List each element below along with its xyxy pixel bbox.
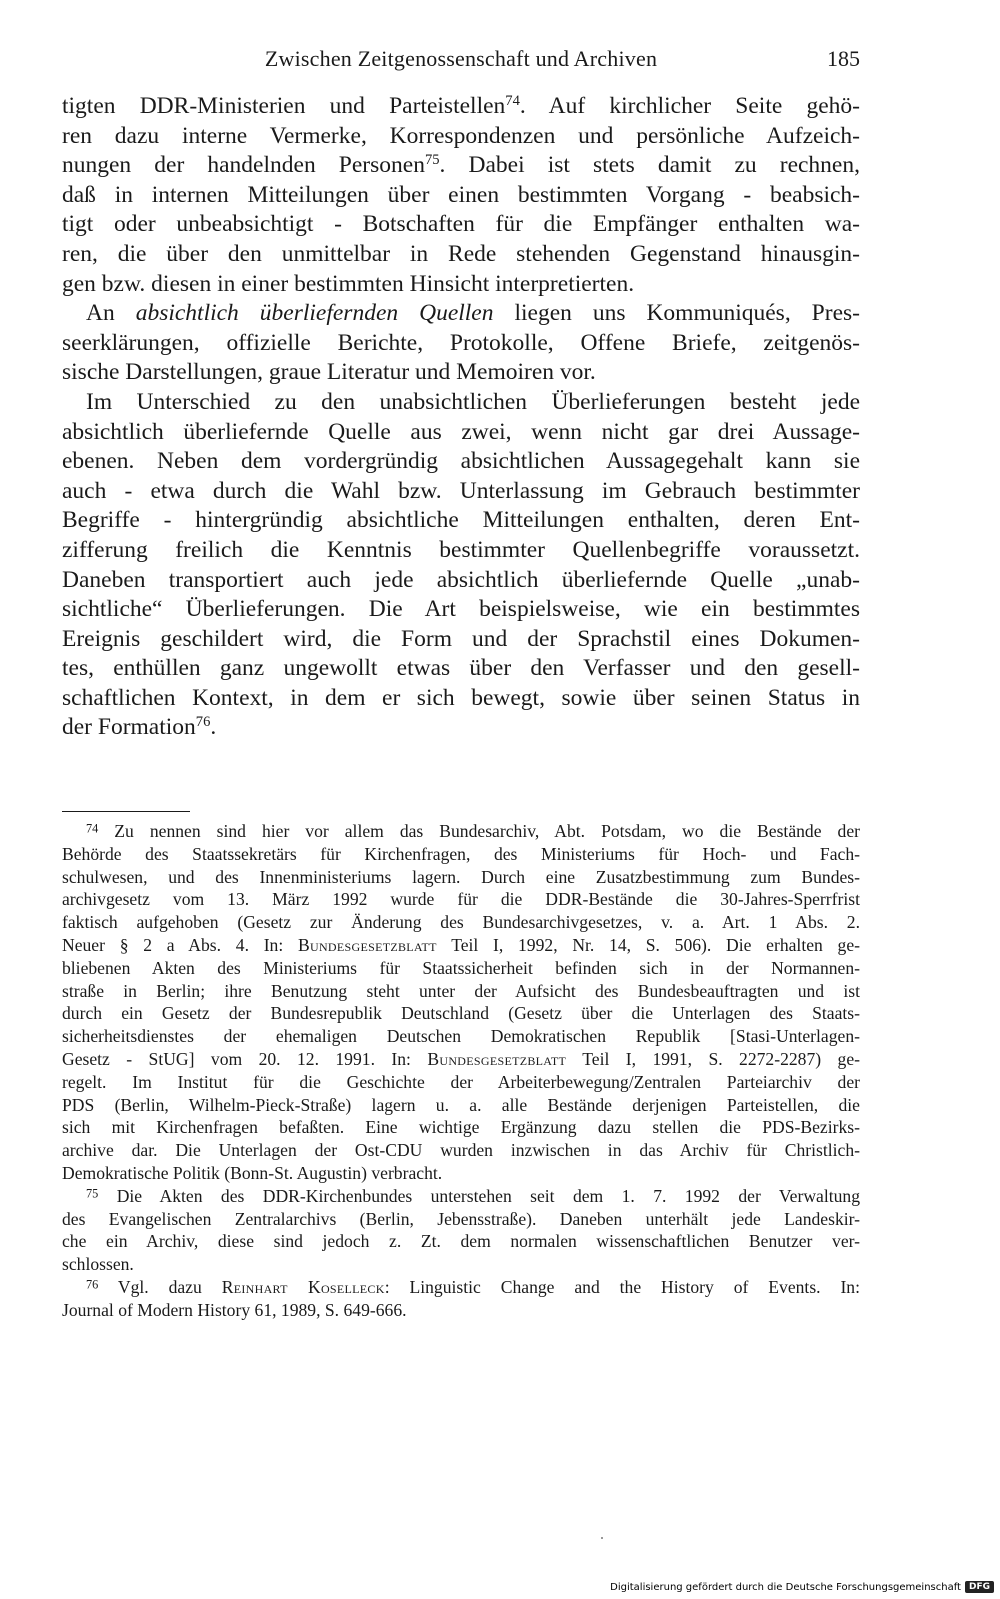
footnote-reference: 74 (505, 93, 520, 109)
footnote-line: sicherheitsdienstes der ehemaligen Deutschen Demokratischen Republik [Stasi-Unterlagen- (62, 1026, 860, 1047)
footnote-reference: 75 (424, 152, 440, 169)
small-caps-name: Reinhart Koselleck (221, 1276, 385, 1297)
footnote-line: bliebenen Akten des Ministeriums für Staatssicherheit befinden sich in der Normannen- (62, 957, 860, 978)
dfg-logo: DFG (965, 1581, 994, 1593)
footnote-number: 76 (86, 1277, 99, 1292)
footnote-line: archive dar. Die Unterlagen der Ost-CDU wurden inzwischen in das Archiv für Christlich- (62, 1140, 860, 1161)
footnote-line: sich mit Kirchenfragen befaßten. Eine wichtige Ergänzung dazu stellen die PDS-Bezirks- (62, 1117, 860, 1138)
footnote-number: 74 (86, 821, 99, 836)
small-caps-name: Bundesgesetzblatt (297, 934, 437, 955)
body-line: gen bzw. diesen in einer bestimmten Hinsicht interpretierten. (62, 270, 635, 297)
digitization-footer (610, 1581, 994, 1593)
small-caps-name: Bundesgesetzblatt (427, 1048, 567, 1069)
footnote-line: Demokratische Politik (Bonn-St. Augustin) verbracht. (62, 1162, 443, 1183)
body-line: nungen der handelnden Personen$^{75}$. Dabei ist stets damit zu rechnen, (62, 152, 860, 179)
footnote-line: Neuer § 2 a Abs. 4. In: Bundesgesetzblatt Teil I, 1992, Nr. 14, S. 506). Die erhalten ge- (62, 934, 861, 955)
running-title: Zwischen Zeitgenossenschaft und Archiven (264, 46, 658, 71)
body-text (62, 92, 860, 743)
body-line: An absichtlich überliefernden Quellen liegen uns Kommuniqués, Pres- (86, 300, 860, 327)
body-line: zifferung freilich die Kenntnis bestimmter Quellenbegriffe voraussetzt. (62, 536, 860, 563)
body-line: absichtlich überliefernde Quelle aus zwei, wenn nicht gar drei Aussage- (62, 418, 860, 445)
footnote-reference: 76 (195, 714, 211, 731)
footnote-line: des Evangelischen Zentralarchivs (Berlin, Jebensstraße). Daneben unterhält jede Landeskir- (62, 1208, 860, 1229)
body-line: ren dazu interne Vermerke, Korrespondenzen und persönliche Aufzeich- (62, 122, 860, 149)
scan-speck (601, 1537, 603, 1539)
footnote-line: durch ein Gesetz der Bundesrepublik Deutschland (Gesetz über die Unterlagen des Staats- (62, 1003, 860, 1024)
footnote-line: Behörde des Staatssekretärs für Kirchenfragen, des Ministeriums für Hoch- und Fach- (62, 843, 860, 864)
body-line: seerklärungen, offizielle Berichte, Protokolle, Offene Briefe, zeitgenös- (62, 329, 860, 356)
footnote-line: $^{76}$ Vgl. dazu Reinhart Koselleck: Linguistic Change and the History of Events. In: (86, 1276, 860, 1297)
footnote-line: faktisch aufgehoben (Gesetz zur Änderung des Bundesarchivgesetzes, v. a. Art. 1 Abs. 2. (62, 912, 860, 933)
body-line: tigt oder unbeabsichtigt - Botschaften für die Empfänger enthalten wa- (62, 211, 860, 238)
footnote-line: Journal of Modern History 61, 1989, S. 649-666. (62, 1299, 407, 1320)
footnotes (62, 820, 860, 1322)
footnote-number: 75 (86, 1186, 99, 1201)
body-line: Daneben transportiert auch jede absichtlich überliefernde Quelle „unab- (62, 566, 860, 593)
body-line: sische Darstellungen, graue Literatur und Memoiren vor. (62, 359, 596, 386)
body-line: ren, die über den unmittelbar in Rede stehenden Gegenstand hinausgin- (62, 240, 860, 267)
body-line: schaftlichen Kontext, in dem er sich bewegt, sowie über seinen Status in (62, 684, 860, 711)
footnote-line: archivgesetz vom 13. März 1992 wurde für die DDR-Bestände die 30-Jahres-Sperrfrist (62, 889, 860, 910)
body-line: ebenen. Neben dem vordergründig absichtlichen Aussagegehalt kann sie (62, 448, 860, 475)
body-line: tes, enthüllen ganz ungewollt etwas über den Verfasser und den gesell- (62, 655, 860, 682)
footnote-line: $^{75}$ Die Akten des DDR-Kirchenbundes unterstehen seit dem 1. 7. 1992 der Verwaltung (86, 1185, 860, 1206)
body-line: Ereignis geschildert wird, die Form und der Sprachstil eines Dokumen- (62, 625, 860, 652)
body-line: sichtliche“ Überlieferungen. Die Art beispielsweise, wie ein bestimmtes (62, 596, 860, 623)
footnote-line: Gesetz - StUG] vom 20. 12. 1991. In: Bundesgesetzblatt Teil I, 1991, S. 2272-2287) ge- (62, 1048, 860, 1069)
running-head (62, 46, 860, 74)
footnote-line: straße in Berlin; ihre Benutzung steht unter der Aufsicht des Bundesbeauftragten und ist (62, 980, 860, 1001)
footnote-line: schlossen. (62, 1254, 134, 1275)
body-line: der Formation$^{76}$. (62, 714, 217, 741)
footnote-line: PDS (Berlin, Wilhelm-Pieck-Straße) lagern u. a. alle Bestände derjenigen Parteistellen, die (62, 1094, 860, 1115)
body-line: Begriffe - hintergründig absichtliche Mitteilungen enthalten, deren Ent- (62, 507, 860, 534)
footnote-rule (62, 811, 190, 812)
body-line: Im Unterschied zu den unabsichtlichen Überlieferungen besteht jede (86, 388, 860, 415)
page-number: 185 (827, 46, 860, 71)
footnote-line: che ein Archiv, diese sind jedoch z. Zt. dem normalen wissenschaftlichen Benutzer ver- (62, 1231, 860, 1252)
footnote-line: regelt. Im Institut für die Geschichte der Arbeiterbewegung/Zentralen Parteiarchiv der (62, 1071, 860, 1092)
body-line: tigten DDR-Ministerien und Parteistellen$^{74}$. Auf kirchlicher Seite gehö- (62, 93, 860, 119)
body-line: daß in internen Mitteilungen über einen bestimmten Vorgang - beabsich- (62, 181, 860, 208)
body-line: auch - etwa durch die Wahl bzw. Unterlassung im Gebrauch bestimmter (62, 477, 860, 504)
digitization-credit: Digitalisierung gefördert durch die Deutsche Forschungsgemeinschaft (610, 1581, 961, 1593)
footnote-line: $^{74}$ Zu nennen sind hier vor allem das Bundesarchiv, Abt. Potsdam, wo die Bestände der (86, 821, 860, 841)
italic-term: absichtlich überliefernden Quellen (135, 300, 494, 327)
footnote-line: schulwesen, und des Innenministeriums lagern. Durch eine Zusatzbestimmung zum Bundes- (62, 866, 860, 887)
